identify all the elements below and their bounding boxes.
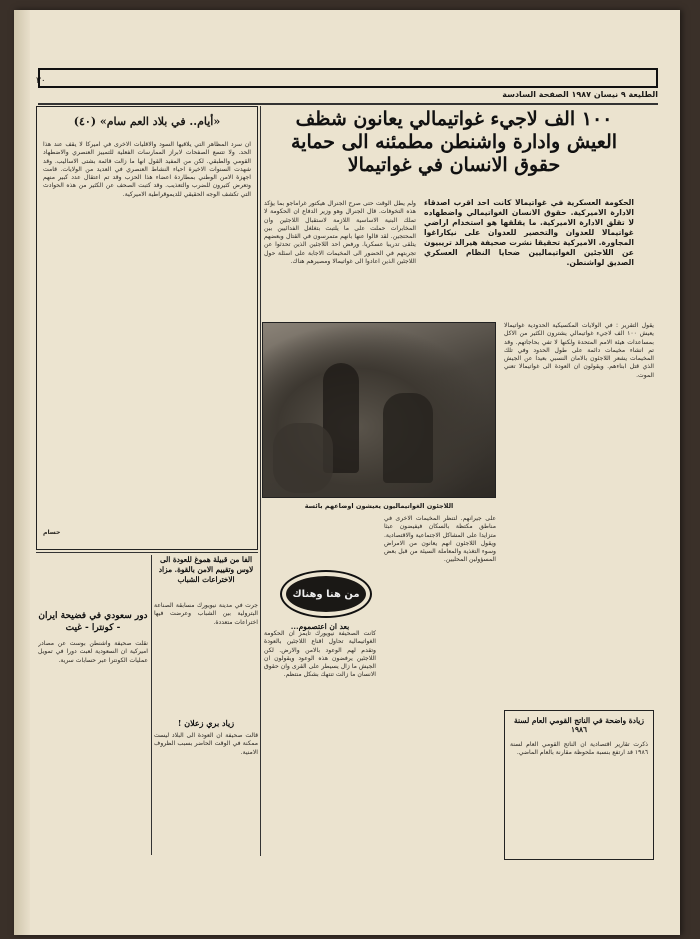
brief-5-body: ذكرت تقارير اقتصادية ان الناتج القومي العام لسنة ١٩٨٦ قد ارتفع بنسبة ملحوظة مقارنة بالعام الماضي.: [510, 741, 648, 757]
main-column-4: كانت الصحيفة نيويورك تايمز ان الحكومة الغواتيمالية تحاول اقناع اللاجئين بالعودة وتقدم لهم الوعود بالامن والارض. لكن اللاجئين يرفضون هذه الوعود ويقولون ان الجيش ما زال يسيطر على القرى وان حقوق الانسان ما زالت تنتهك بشكل منتظم.: [264, 630, 376, 679]
section-oval: [280, 570, 372, 618]
left-box-body: ان سرد المظاهر التي يلاقيها السود والاقليات الاخرى في اميركا لا يقف عند هذا الحد. ولا تتسع الصفحات لابراز الممارسات الفعلية للتمييز العنصري والاضطهاد القومي والطبقي. لكن من المفيد القول انها ما زالت قائمة بشتى الاساليب. وقد شهدت السنوات الاخيرة احياء النشاط العنصري في العديد من الولايات. قامت اجهزة الامن الوطني بمطاردة اعضاء هذا الحزب وقد تم اعتقال عدد كبير منهم وتعرض كثيرون للضرب والتعذيب. وقد كتبت الصحف عن الكثير من هذه الحوادث التي تكشف الوجه الحقيقي للديموقراطية الاميركية.: [43, 141, 251, 198]
refugees-photo: [262, 322, 496, 498]
brief-5-box: [504, 710, 654, 860]
section-oval-label: من هنا وهناك: [286, 576, 366, 612]
divider: [260, 106, 261, 856]
left-box: [36, 106, 258, 550]
brief-2-body: قالت صحيفة ان العودة الى البلاد ليست ممكنة في الوقت الحاضر بسبب الظروف الامنية.: [154, 732, 258, 756]
brief-2-title: زياد بري زعلان !: [177, 718, 235, 728]
main-column-1: ولم يطل الوقت حتى صرح الجنرال هيكتور غراماجو بما يؤكد هذه التخوفات. قال الجنرال وهو وزير الدفاع ان الحكومة لا تملك البنية الاساسية اللازمة لاستقبال اللاجئين وان المخابرات حملت على ما يلتبث بتغلغل الفدائيين بين المحتجين. لقد قالوا عنها بانهم متمرسون في القتال وبعضهم يتلقى تدريبا عسكريا. ورفض احد اللاجئين الذين تحدثوا عن تجربتهم في الحضور الى المخيمات الاجابة على اسئلة حول اللاجئين الذين اعادوا الى غواتيمالا ومصيرهم هناك.: [264, 200, 416, 266]
left-box-signature: حسام: [43, 529, 61, 536]
brief-5-title: زيادة واضحة في الناتج القومي العام لسنة ١٩٨٦: [513, 716, 645, 734]
brief-3-title: الفا من قبيلة هموغ للعودة الى لاوس وتقييم الامن بالقوة. مزاد الاختراعات الشباب: [158, 555, 254, 584]
page-number: ٣٠: [36, 76, 46, 86]
photo-caption: اللاجئون الغواتيماليون يعيشون اوضاعهم بائسة: [304, 502, 454, 510]
main-headline: ١٠٠ الف لاجيء غواتيمالي يعانون شظف العيش وادارة واشنطن مطمئنه الى حماية حقوق الانسان في غواتيمالا: [290, 108, 618, 176]
photo-figure: [273, 423, 333, 493]
brief-4-title: دور سعودي في فضيحة ايران - كونترا - غيت: [38, 611, 148, 633]
main-lead: الحكومة العسكرية في غواتيمالا كانت احد اقرب اصدقاء الادارة الاميركية. حقوق الانسان الغواتيمالي واضطهاده لا تقلق الادارة الاميركية. ما يقلقها هو استخدام اراضي غواتيمالا للعدوان والتخصير للعدوان على نيكاراغوا المجاورة. الاميركية تحقيقا نشرت صحيفة هيرالد تريبيون عن اللاجئين الغواتيماليين ضحايا النظام العسكري الصديق لواشنطن.: [424, 198, 634, 267]
page-edge: [14, 10, 30, 935]
left-box-title: «أيام.. في بلاد العم سام» (٤٠): [73, 115, 221, 128]
divider: [151, 555, 152, 855]
brief-1-title: بعد ان اعتصموم...: [290, 622, 350, 631]
newspaper-page: [14, 10, 680, 935]
main-column-3: على جيرانهم. لتنظر المخيمات الاخرى في مناطق مكتظة بالسكان فيفيضون عبثا متزايدا على المشاكل الاجتماعية والاقتصادية. ويقول اللاجئون انهم يعانون من الامراض وسوء التغذية والمعاملة السيئة من قبل بعض المسؤولين المحليين.: [384, 515, 496, 564]
brief-4-body: نقلت صحيفة واشنطن بوست عن مصادر اميركية ان السعودية لعبت دورا في تمويل عمليات الكونترا عبر حسابات سرية.: [38, 640, 148, 664]
main-column-2: يقول التقرير : في الولايات المكسيكية الحدودية غواتيمالا يعيش ١٠٠ الف لاجيء غواتيمالي يشترون الكثير من الاكل بمساعدات هيئة الامم المتحدة ولكنها لا تفي بحاجاتهم. وقد تم انشاء مخيمات دائمة على طول الحدود وفي تلك المخيمات يشعر اللاجئون بالامان النسبي بعيدا عن الجيش الذي قتل ابناءهم. ويقولون ان العودة الى غواتيمالا تعني الموت.: [504, 322, 654, 379]
header-rule: [38, 103, 658, 105]
top-banner: [38, 68, 658, 88]
page-header: الطليعة ٩ نيسان ١٩٨٧ الصفحة السادسة: [502, 90, 658, 99]
photo-figure: [383, 393, 433, 483]
brief-3-body: جرت في مدينة نيويورك مسابقة الصناعة البترولية بين الشباب وعرضت فيها اختراعات متعددة.: [154, 602, 258, 626]
divider: [36, 552, 258, 553]
